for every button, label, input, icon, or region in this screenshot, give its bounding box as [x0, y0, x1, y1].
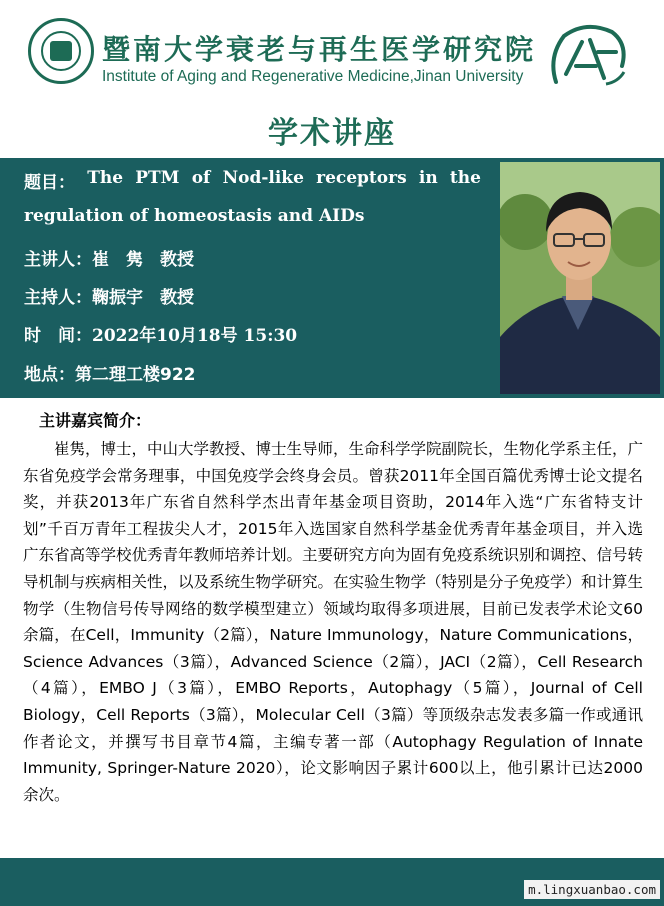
institute-name-en: Institute of Aging and Regenerative Medicine,Jinan University [102, 68, 524, 85]
time-row [24, 321, 297, 346]
host-name: 鞠振宇 教授 [92, 288, 194, 308]
topic-word: PTM [135, 168, 180, 188]
topic-word: in [418, 168, 438, 188]
site-watermark: m.lingxuanbao.com [524, 880, 660, 899]
institute-name-cn: 暨南大学衰老与再生医学研究院 [102, 33, 537, 66]
speaker-label: 主讲人： [24, 250, 92, 270]
speaker-name: 崔 隽 教授 [92, 250, 194, 270]
bio-text: 崔隽，博士，中山大学教授、博士生导师，生命科学学院副院长，生物化学系主任，广东省免疫学会常务理事，中国免疫学会终身会员。曾获2011年全国百篇优秀博士论文提名奖，并获2013年广东省自然科学杰出青年基金项目资助，2014年入选“广东省特支计划”千百万青年工程拔尖人才，2015年入选国家自然科学基金优秀青年基金项目，并入选广东省高等学校优秀青年教师培养计划。主要研究方向为固有免疫系统识别和调控、信号转导机制与疾病相关性，以及系统生物学研究。在实验生物学（特别是分子免疫学）和计算生物学（生物信号传导网络的数学模型建立）领域均取得多项进展，目前已发表学术论文60余篇，在Cell，Immunity（2篇），Nature Immunology，Nature Communications，Science Advances（3篇），Advanced Science（2篇），JACI（2篇），Cell Research（4篇），EMBO J（3篇），EMBO Reports，Autophagy（5篇），Journal of Cell Biology，Cell Reports（3篇），Molecular Cell（3篇）等顶级杂志发表多篇一作或通讯作者论文，并撰写书目章节4篇，主编专著一部（Autophagy Regulation of Innate Immunity, Springer-Nature 2020），论文影响因子累计600以上，他引累计已达2000余次。 [23, 440, 644, 804]
lecture-title: 学术讲座 [268, 116, 396, 151]
bio-heading: 主讲嘉宾简介： [39, 411, 152, 430]
time-label: 时 间： [24, 326, 92, 346]
topic-word: of [191, 168, 211, 188]
topic-line-2: regulation of homeostasis and AIDs [24, 206, 365, 226]
topic-word: receptors [316, 168, 407, 188]
footer-bar [0, 858, 664, 906]
place-value: 第二理工楼922 [75, 365, 196, 385]
place-label: 地点： [24, 365, 75, 385]
speaker-row [24, 245, 194, 270]
info-band [0, 158, 664, 398]
calligraphy-seal-logo [546, 22, 628, 92]
host-label: 主持人： [24, 288, 92, 308]
topic-word: the [449, 168, 481, 188]
time-value: 2022年10月18号 15:30 [92, 326, 298, 346]
topic-label: 题目： [24, 173, 75, 193]
topic-row [24, 168, 481, 193]
topic-line-1 [24, 168, 481, 193]
topic-word: Nod-like [222, 168, 304, 188]
logo-emblem [50, 41, 72, 61]
place-row [24, 360, 196, 385]
speaker-photo [500, 162, 660, 394]
header [0, 0, 664, 102]
topic-word: The [87, 168, 124, 188]
jinan-university-logo [28, 18, 94, 84]
host-row [24, 283, 194, 308]
